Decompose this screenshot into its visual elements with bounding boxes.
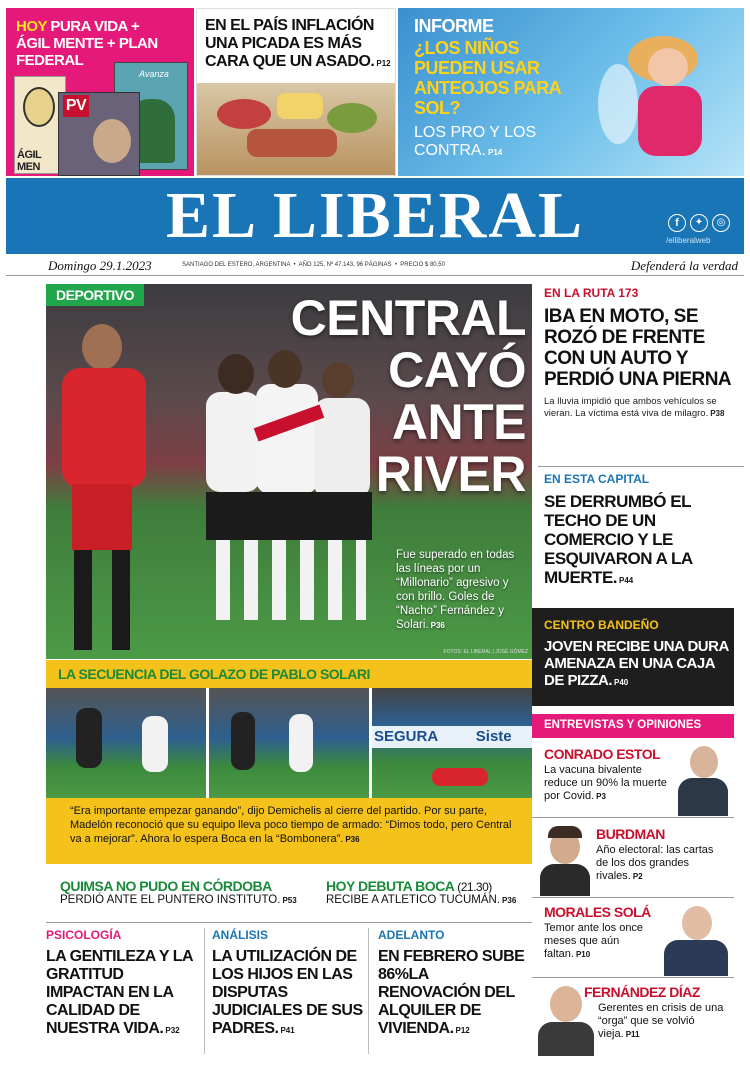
fernandez-name: FERNÁNDEZ DÍAZ bbox=[584, 984, 700, 1000]
twitter-icon[interactable]: ✦ bbox=[690, 214, 708, 232]
morales-portrait bbox=[660, 904, 730, 976]
analisis-page: P41 bbox=[280, 1026, 295, 1035]
estol-text: La vacuna bivalente reduce un 90% la muerte por Covid. P3 bbox=[544, 764, 667, 802]
estol-portrait bbox=[676, 744, 730, 816]
sequence-photo-1 bbox=[46, 688, 206, 798]
promo3-page: P14 bbox=[488, 148, 503, 157]
quimsa-headline: QUIMSA NO PUDO EN CÓRDOBA bbox=[60, 878, 272, 894]
main-headline-line4: RIVER bbox=[375, 446, 526, 502]
ruta-headline: IBA EN MOTO, SE ROZÓ DE FRENTE CON UN AUTO Y PERDIÓ UNA PIERNA bbox=[544, 306, 732, 390]
opinion-header bbox=[532, 714, 734, 738]
main-page: P36 bbox=[430, 621, 445, 630]
magazine-cover-1-title: ÁGIL MEN bbox=[17, 149, 42, 173]
magazine-cover-pv bbox=[58, 92, 140, 176]
right-story-ruta[interactable] bbox=[538, 286, 744, 462]
masthead-title[interactable]: EL LIBERAL bbox=[166, 179, 584, 252]
capital-kicker: EN ESTA CAPITAL bbox=[544, 472, 650, 486]
divider-2 bbox=[368, 928, 369, 1054]
promo3-sub: LOS PRO Y LOS CONTRA. P14 bbox=[414, 124, 537, 159]
boca-text: RECIBE A ATLETICO TUCUMÁN. P36 bbox=[326, 894, 517, 906]
psicologia-headline: LA GENTILEZA Y LA GRATITUD IMPACTAN EN LA CALIDAD DE NUESTRA VIDA. P32 bbox=[46, 948, 193, 1037]
burdman-text: Año electoral: las cartas de los dos grandes rivales. P2 bbox=[596, 844, 714, 882]
masthead-banner bbox=[6, 178, 744, 254]
morales-text: Temor ante los once meses que aún faltan. P10 bbox=[544, 922, 644, 960]
right-story-bandeno[interactable] bbox=[532, 608, 734, 706]
sequence-photo-2 bbox=[209, 688, 369, 798]
promo-picada[interactable] bbox=[196, 8, 396, 176]
facebook-icon[interactable]: f bbox=[668, 214, 686, 232]
magazine-pv-label: PV bbox=[63, 95, 89, 117]
bandeno-kicker: CENTRO BANDEÑO bbox=[544, 618, 659, 632]
main-headline-line1: CENTRAL bbox=[290, 290, 526, 346]
main-body: Fue superado en todas las líneas por un “Millonario” agresivo y con brillo. Goles de “Nacho” Fernández y Solari. P36 bbox=[396, 549, 515, 631]
opinion-estol[interactable] bbox=[532, 742, 734, 818]
capital-headline: SE DERRUMBÓ EL TECHO DE UN COMERCIO Y LE ESQUIVARON A LA MUERTE. P44 bbox=[544, 492, 693, 587]
analisis-kicker: ANÁLISIS bbox=[212, 928, 269, 942]
promo2-page: P12 bbox=[376, 59, 391, 68]
ruta-text: La lluvia impidió que ambos vehículos se vieran. La víctima está viva de milagro. P38 bbox=[544, 396, 725, 419]
sub-sport-boca[interactable] bbox=[326, 878, 536, 906]
bottom-story-psicologia[interactable] bbox=[46, 928, 202, 1058]
opinion-title: ENTREVISTAS Y OPINIONES bbox=[544, 719, 702, 731]
promo1-line2: PURA VIDA + bbox=[50, 18, 140, 35]
dateline-strip bbox=[6, 256, 744, 276]
sequence-title: LA SECUENCIA DEL GOLAZO DE PABLO SOLARI bbox=[58, 666, 370, 682]
ruta-page: P38 bbox=[710, 409, 725, 418]
opinion-burdman[interactable] bbox=[532, 820, 734, 898]
right-story-capital[interactable] bbox=[538, 472, 744, 600]
divider-1 bbox=[204, 928, 205, 1054]
promo2-headline: EN EL PAÍS INFLACIÓN UNA PICADA ES MÁS CARA QUE UN ASADO. P12 bbox=[205, 17, 391, 70]
boca-page: P36 bbox=[502, 896, 517, 905]
fernandez-page: P11 bbox=[625, 1030, 640, 1039]
psicologia-page: P32 bbox=[165, 1026, 180, 1035]
ruta-kicker: EN LA RUTA 173 bbox=[544, 286, 639, 300]
morales-name: MORALES SOLÁ bbox=[544, 904, 651, 920]
social-icons bbox=[668, 214, 738, 234]
sequence-photo-3 bbox=[372, 688, 532, 798]
bandeno-headline: JOVEN RECIBE UNA DURA AMENAZA EN UNA CAJA DE PIZZA. P40 bbox=[544, 638, 729, 689]
ad-board-siste: Siste bbox=[475, 728, 512, 745]
main-sport-photo[interactable] bbox=[46, 284, 532, 659]
ad-board-text bbox=[372, 726, 532, 748]
sequence-caption-box bbox=[46, 798, 532, 864]
adelanto-page: P12 bbox=[455, 1026, 470, 1035]
main-headline-line3: ANTE bbox=[391, 394, 526, 450]
opinion-fernandez[interactable] bbox=[532, 980, 734, 1058]
psicologia-kicker: PSICOLOGÍA bbox=[46, 928, 122, 942]
sequence-photos[interactable] bbox=[46, 688, 532, 798]
opinion-morales[interactable] bbox=[532, 900, 734, 978]
picada-board-image bbox=[197, 83, 396, 176]
magazine-cover-2-title: Avanza bbox=[139, 69, 169, 79]
boca-headline: HOY DEBUTA BOCA (21.30) bbox=[326, 878, 492, 894]
main-headline-line2: CAYÓ bbox=[388, 342, 526, 398]
bottom-story-analisis[interactable] bbox=[212, 928, 364, 1058]
section-tag-deportivo: DEPORTIVO bbox=[46, 284, 144, 306]
fernandez-text: Gerentes en crisis de una “orga” que se volvió vieja. P11 bbox=[598, 1002, 724, 1040]
capital-page: P44 bbox=[619, 576, 634, 585]
estol-page: P3 bbox=[596, 792, 606, 801]
dateline-price: PRECIO $ 80,50 bbox=[400, 262, 445, 268]
date: Domingo 29.1.2023 bbox=[48, 258, 152, 273]
dateline-issue: AÑO 125, Nº 47.143, 96 PÁGINAS bbox=[298, 262, 392, 268]
promo-informe[interactable] bbox=[398, 8, 744, 176]
burdman-portrait bbox=[538, 824, 592, 896]
quimsa-page: P53 bbox=[282, 896, 297, 905]
photo-credit: FOTOS: EL LIBERAL | JOSÉ GÓMEZ bbox=[443, 649, 528, 655]
promo1-line3: ÁGIL MENTE + PLAN bbox=[16, 35, 158, 52]
goalkeeper-figure bbox=[56, 324, 152, 654]
dateline-info: SANTIAGO DEL ESTERO, ARGENTINA • AÑO 125, Nº 47.143, 96 PÁGINAS • PRECIO $ 80,50 bbox=[182, 262, 445, 268]
burdman-name: BURDMAN bbox=[596, 826, 665, 842]
promo1-line4: FEDERAL bbox=[16, 52, 84, 69]
promo3-kicker: INFORME bbox=[414, 16, 494, 36]
promo-supplements[interactable] bbox=[6, 8, 194, 176]
main-headline bbox=[246, 292, 526, 500]
bandeno-page: P40 bbox=[614, 678, 629, 687]
bottom-row-rule bbox=[46, 922, 532, 923]
bottom-story-adelanto[interactable] bbox=[378, 928, 532, 1058]
ad-board-segura: SEGURA bbox=[374, 728, 438, 745]
boca-time: (21.30) bbox=[457, 880, 492, 894]
instagram-icon[interactable]: ◎ bbox=[712, 214, 730, 232]
analisis-headline: LA UTILIZACIÓN DE LOS HIJOS EN LAS DISPUTAS JUDICIALES DE SUS PADRES. P41 bbox=[212, 948, 363, 1037]
sequence-caption: “Era importante empezar ganando”, dijo Demichelis al cierre del partido. Por su parte, Madelón reconoció que su equipo lleva poco tiempo de armado: “Dimos todo, pero Central va a mejorar”. Ahora lo espera Boca en la “Bombonera”. P36 bbox=[70, 805, 512, 845]
morales-page: P10 bbox=[575, 950, 591, 959]
burdman-page: P2 bbox=[632, 872, 643, 881]
right-rule-1 bbox=[538, 466, 744, 467]
sequence-page: P36 bbox=[345, 835, 360, 844]
sequence-title-bar bbox=[46, 660, 532, 688]
promo3-headline: ¿LOS NIÑOS PUEDEN USAR ANTEOJOS PARA SOL? bbox=[414, 38, 561, 118]
adelanto-kicker: ADELANTO bbox=[378, 928, 445, 942]
child-swimming-image bbox=[598, 24, 738, 170]
adelanto-headline: EN FEBRERO SUBE 86%LA RENOVACIÓN DEL ALQUILER DE VIVIENDA. P12 bbox=[378, 948, 525, 1037]
sub-sport-quimsa[interactable] bbox=[60, 878, 320, 906]
quimsa-text: PERDIÓ ANTE EL PUNTERO INSTITUTO. P53 bbox=[60, 894, 297, 906]
promo1-hoy: HOY bbox=[16, 18, 47, 35]
motto: Defenderá la verdad bbox=[630, 258, 738, 273]
estol-name: CONRADO ESTOL bbox=[544, 746, 661, 762]
social-handle: /elliberalweb bbox=[666, 236, 711, 245]
